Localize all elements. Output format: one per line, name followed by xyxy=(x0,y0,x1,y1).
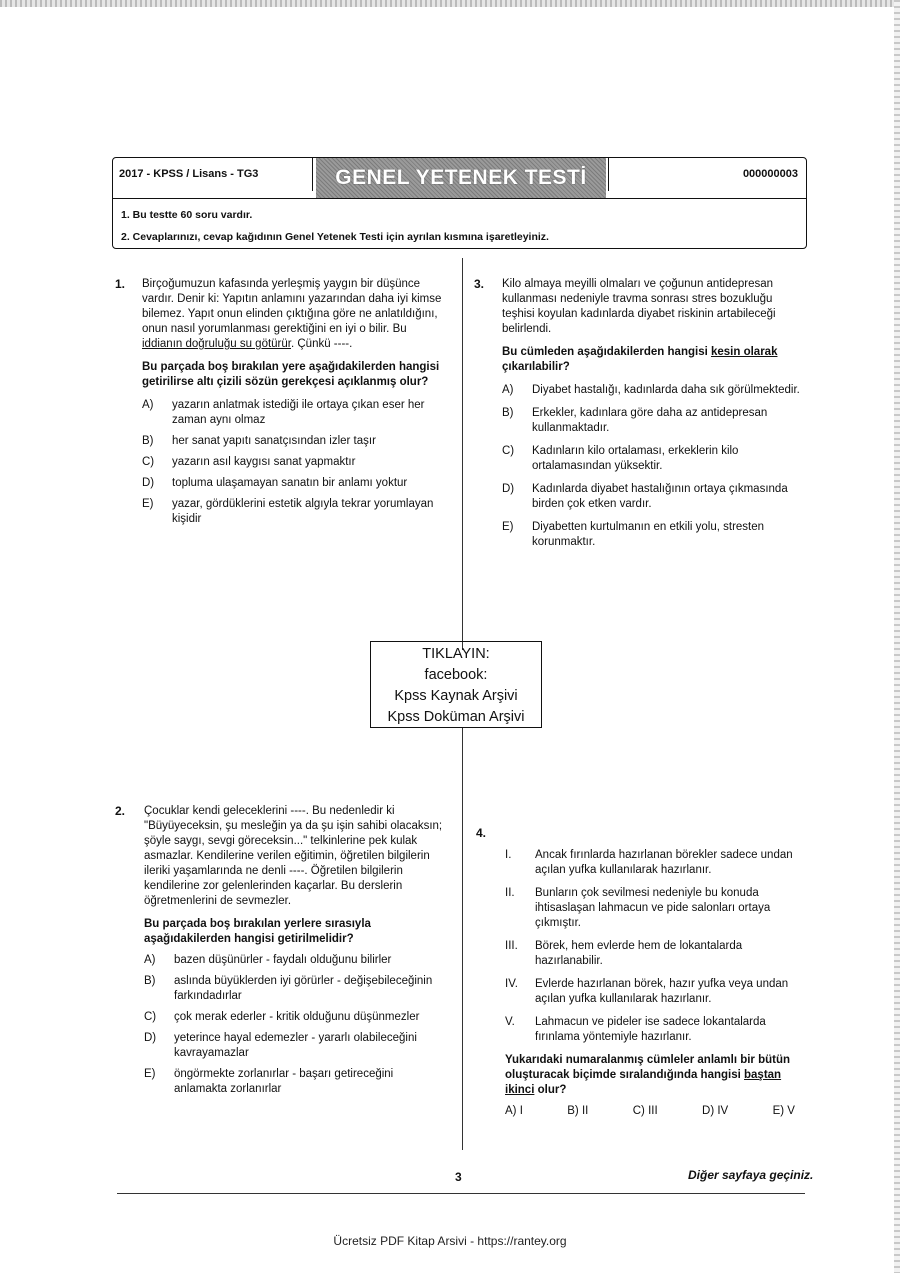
answer-option[interactable]: B) Erkekler, kadınlara göre daha az antidepresan kullanmaktadır. xyxy=(502,407,768,434)
answer-option[interactable]: D) topluma ulaşamayan sanatın bir anlamı yoktur xyxy=(142,477,408,489)
footer-divider xyxy=(117,1193,805,1194)
source-note[interactable]: Ücretsiz PDF Kitap Arsivi - https://rantey.org xyxy=(333,1234,567,1248)
promo-line: TIKLAYIN: xyxy=(422,646,490,662)
header-divider xyxy=(113,198,806,199)
answer-option[interactable]: A) Diyabet hastalığı, kadınlarda daha sık görülmektedir. xyxy=(502,384,800,396)
scan-right-edge xyxy=(894,0,900,1273)
question-4 xyxy=(505,848,807,1119)
answer-option[interactable]: E) V xyxy=(772,1105,795,1117)
answer-option[interactable]: A) I xyxy=(505,1105,523,1117)
answer-option[interactable]: E) öngörmekte zorlanırlar - başarı getireceğini anlamakta zorlanırlar xyxy=(144,1068,394,1095)
answer-option[interactable]: E) Diyabetten kurtulmanın en etkili yolu, stresten korunmaktır. xyxy=(502,521,765,548)
answer-choices xyxy=(505,1104,795,1119)
next-page-note: Diğer sayfaya geçiniz. xyxy=(688,1168,814,1182)
test-title-banner xyxy=(316,158,606,198)
column-divider-top xyxy=(462,258,463,650)
answer-option[interactable]: A) bazen düşünürler - faydalı olduğunu bilirler xyxy=(144,954,392,966)
numbered-sentence: V. Lahmacun ve pideler ise sadece lokantalarda fırınlama yöntemiyle hazırlanır. xyxy=(505,1016,766,1043)
question-2-stem: Bu parçada boş bırakılan yerlere sırasıyla aşağıdakilerden hangisi getirilmelidir? xyxy=(144,918,371,945)
test-title: GENEL YETENEK TESTİ xyxy=(335,166,587,189)
question-3 xyxy=(502,277,807,556)
booklet-code: 000000003 xyxy=(608,158,806,191)
question-3-passage: Kilo almaya meyilli olmaları ve çoğunun antidepresan kullanması nedeniyle travma sonrası stres bozukluğu teşhisi koyulan kadınlarda diyabet riskinin artabileceği belirlendi. xyxy=(502,278,776,335)
exam-label: 2017 - KPSS / Lisans - TG3 xyxy=(113,158,313,191)
question-3-stem: Bu cümleden aşağıdakilerden hangisi kesin olarak çıkarılabilir? xyxy=(502,346,778,373)
test-header xyxy=(112,157,807,249)
promo-line: facebook: xyxy=(424,667,488,683)
question-number: 1. xyxy=(115,277,126,291)
answer-option[interactable]: D) yeterince hayal edemezler - yararlı olabileceğini kavrayamazlar xyxy=(144,1032,417,1059)
answer-option[interactable]: C) yazarın asıl kaygısı sanat yapmaktır xyxy=(142,456,356,468)
numbered-sentence: I. Ancak fırınlarda hazırlanan börekler sadece undan açılan yufka kullanılarak hazırlanır. xyxy=(505,849,793,876)
answer-option[interactable]: B) II xyxy=(567,1105,589,1117)
scan-top-edge xyxy=(0,0,900,7)
answer-option[interactable]: C) Kadınların kilo ortalaması, erkeklerin kilo ortalamasından yüksektir. xyxy=(502,445,739,472)
answer-option[interactable]: C) çok merak ederler - kritik olduğunu düşünmezler xyxy=(144,1011,420,1023)
promo-line: Kpss Doküman Arşivi xyxy=(387,709,525,725)
question-2-passage: Çocuklar kendi geleceklerini ----. Bu nedenledir ki "Büyüyeceksin, şu mesleğin ya da şu işin sahibi olacaksın; şöyle saygı, sevgi göreceksin..." telkinlerine pek kulak asmazlar. Kendilerine verilen eğitimin, öğretilen bilgilerin ileriki yaşamlarında ne denli ----. Öğretilen bilgilerin kendilerine zor gelenlerinden kaçarlar. Bu derslerin öğretmenlerini de sevmezler. xyxy=(144,805,443,907)
instruction-2: 2. Cevaplarınızı, cevap kağıdının Genel Yetenek Testi için ayrılan kısmına işaretleyiniz. xyxy=(121,231,549,243)
column-divider-bottom xyxy=(462,728,463,1150)
question-2 xyxy=(144,804,444,1103)
page-number: 3 xyxy=(455,1170,462,1184)
promo-box[interactable] xyxy=(370,641,542,728)
answer-option[interactable]: B) her sanat yapıtı sanatçısından izler taşır xyxy=(142,435,376,447)
answer-option[interactable]: A) yazarın anlatmak istediği ile ortaya çıkan eser her zaman aynı olmaz xyxy=(142,399,425,426)
question-1 xyxy=(142,277,442,533)
answer-option[interactable]: C) III xyxy=(632,1105,658,1117)
question-1-stem: Bu parçada boş bırakılan yere aşağıdakilerden hangisi getirilirse altı çizili sözün gerekçesi açıklanmış olur? xyxy=(142,361,440,388)
question-number: 3. xyxy=(474,277,485,291)
numbered-sentence: IV. Evlerde hazırlanan börek, hazır yufka veya undan açılan yufka kullanılarak hazırlanır. xyxy=(505,978,789,1005)
answer-option[interactable]: D) IV xyxy=(702,1105,729,1117)
numbered-sentence: III. Börek, hem evlerde hem de lokantalarda hazırlanabilir. xyxy=(505,940,743,967)
question-number: 4. xyxy=(476,826,487,840)
question-4-stem: Yukarıdaki numaralanmış cümleler anlamlı bir bütün oluşturacak biçimde sıralandığında hangisi baştan ikinci olur? xyxy=(505,1054,791,1096)
question-number: 2. xyxy=(115,804,126,818)
promo-line: Kpss Kaynak Arşivi xyxy=(394,688,518,704)
instruction-1: 1. Bu testte 60 soru vardır. xyxy=(121,209,253,221)
numbered-sentence: II. Bunların çok sevilmesi nedeniyle bu konuda ihtisaslaşan lahmacun ve pide salonları ortaya çıkmıştır. xyxy=(505,887,771,929)
question-1-passage: Birçoğumuzun kafasında yerleşmiş yaygın bir düşünce vardır. Denir ki: Yapıtın anlamını yazarından daha iyi kimse bilemez. Yapıt onun elinden çıktığına göre ne anlatıldığını, onun nasıl yorumlanması gerektiğini en iyi o bilir. Bu iddianın doğruluğu su götürür. Çünkü ----. xyxy=(142,278,442,350)
answer-option[interactable]: E) yazar, gördüklerini estetik algıyla tekrar yorumlayan kişidir xyxy=(142,498,434,525)
answer-option[interactable]: B) aslında büyüklerden iyi görürler - değişebileceğinin farkındadırlar xyxy=(144,975,433,1002)
answer-option[interactable]: D) Kadınlarda diyabet hastalığının ortaya çıkmasında birden çok etken vardır. xyxy=(502,483,788,510)
